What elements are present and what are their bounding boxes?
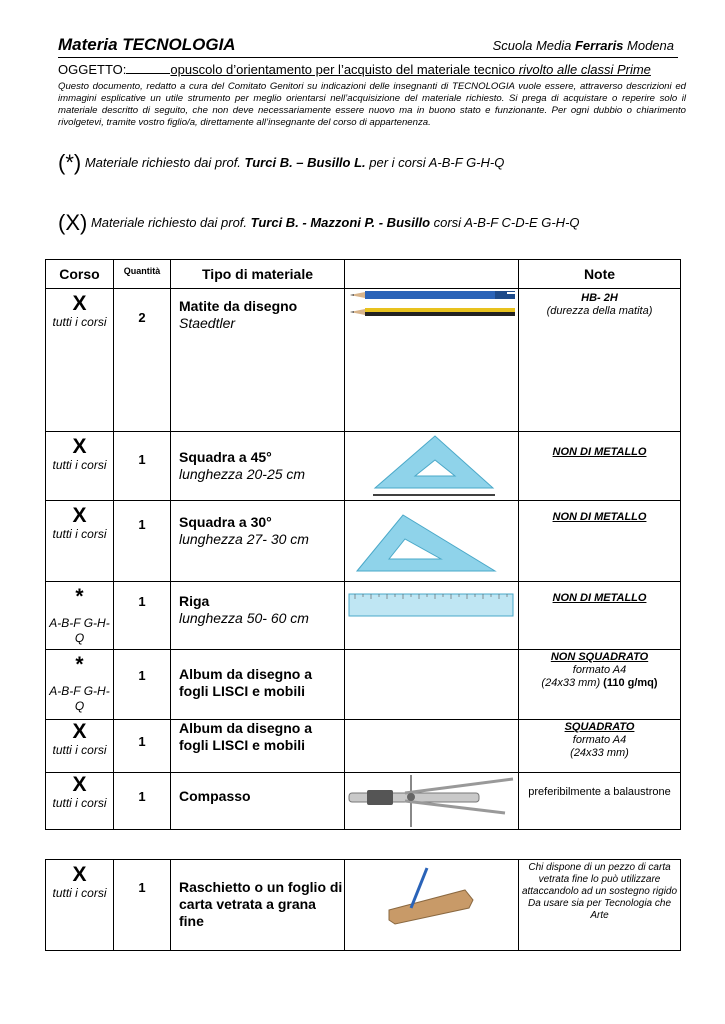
- album2-image-empty: [345, 720, 519, 773]
- sandpaper-image: [345, 860, 519, 951]
- legend-star: (*) Materiale richiesto dai prof. Turci B. – Busillo L. per i corsi A-B-F G-H-Q: [58, 150, 505, 175]
- col-header-quantita: Quantità: [114, 260, 171, 289]
- page-title: Materia TECNOLOGIA: [58, 35, 236, 54]
- square-30-image: [345, 501, 519, 582]
- table-row: X tutti i corsi 1 Squadra a 45° lunghezza 20-25 cm NON DI METALLO: [46, 432, 681, 501]
- school-name: Scuola Media Ferraris Modena: [492, 38, 674, 53]
- oggetto-line: OGGETTO: opuscolo d’orientamento per l’acquisto del materiale tecnico rivolto alle classi Prime: [58, 62, 651, 77]
- album-image-empty: [345, 650, 519, 720]
- table-row: X tutti i corsi 1 Raschietto o un foglio di carta vetrata a grana fine Chi dispone di un pezzo di carta vetrata fine lo può utilizzare attaccandolo ad un sostegno rigido Da usare sia per Tecnologia che Arte: [46, 860, 681, 951]
- col-header-tipo: Tipo di materiale: [171, 260, 345, 289]
- col-header-image: [345, 260, 519, 289]
- table-row: * A-B-F G-H-Q 1 Riga lunghezza 50- 60 cm NON DI METALLO: [46, 582, 681, 650]
- table-header-row: [46, 260, 681, 289]
- pencils-image: [345, 289, 519, 432]
- square-45-image: [345, 432, 519, 501]
- materials-table: [45, 259, 681, 830]
- legend-x: (X) Materiale richiesto dai prof. Turci B. - Mazzoni P. - Busillo corsi A-B-F C-D-E G-H-Q: [58, 210, 580, 235]
- ruler-image: [345, 582, 519, 650]
- table-row: X tutti i corsi 1 Compasso preferibilmente a balaustrone: [46, 773, 681, 830]
- header-divider: [58, 57, 678, 58]
- table-row: * A-B-F G-H-Q 1 Album da disegno a fogli LISCI e mobili NON SQUADRATO formato A4 (24x33 mm) (110 g/mq): [46, 650, 681, 720]
- table-row: X tutti i corsi 1 Squadra a 30° lunghezza 27- 30 cm NON DI METALLO: [46, 501, 681, 582]
- table-row: X tutti i corsi 2 Matite da disegno Staedtler HB- 2H (durezza della matita): [46, 289, 681, 432]
- col-header-note: Note: [519, 260, 681, 289]
- materials-table-2: [45, 859, 681, 951]
- col-header-corso: Corso: [46, 260, 114, 289]
- table-row: X tutti i corsi 1 Album da disegno a fogli LISCI e mobili SQUADRATO formato A4 (24x33 mm): [46, 720, 681, 773]
- compass-image: [345, 773, 519, 830]
- intro-paragraph: Questo documento, redatto a cura del Comitato Genitori su indicazioni delle insegnanti di TECNOLOGIA vuole essere, attraverso descrizioni ed immagini esplicative un utile strumento per meglio orientarsi nell’acquisizione del materiale richiesto. Si prega di acquistare o reperire solo il materiale descritto di seguito, che non deve necessariamente essere nuovo ma in buono stato e funzionante. Per ogni dubbio o chiarimento rivolgetevi, tramite vostro figlio/a, direttamente all’insegnante del corso di appartenenza.: [58, 81, 686, 128]
